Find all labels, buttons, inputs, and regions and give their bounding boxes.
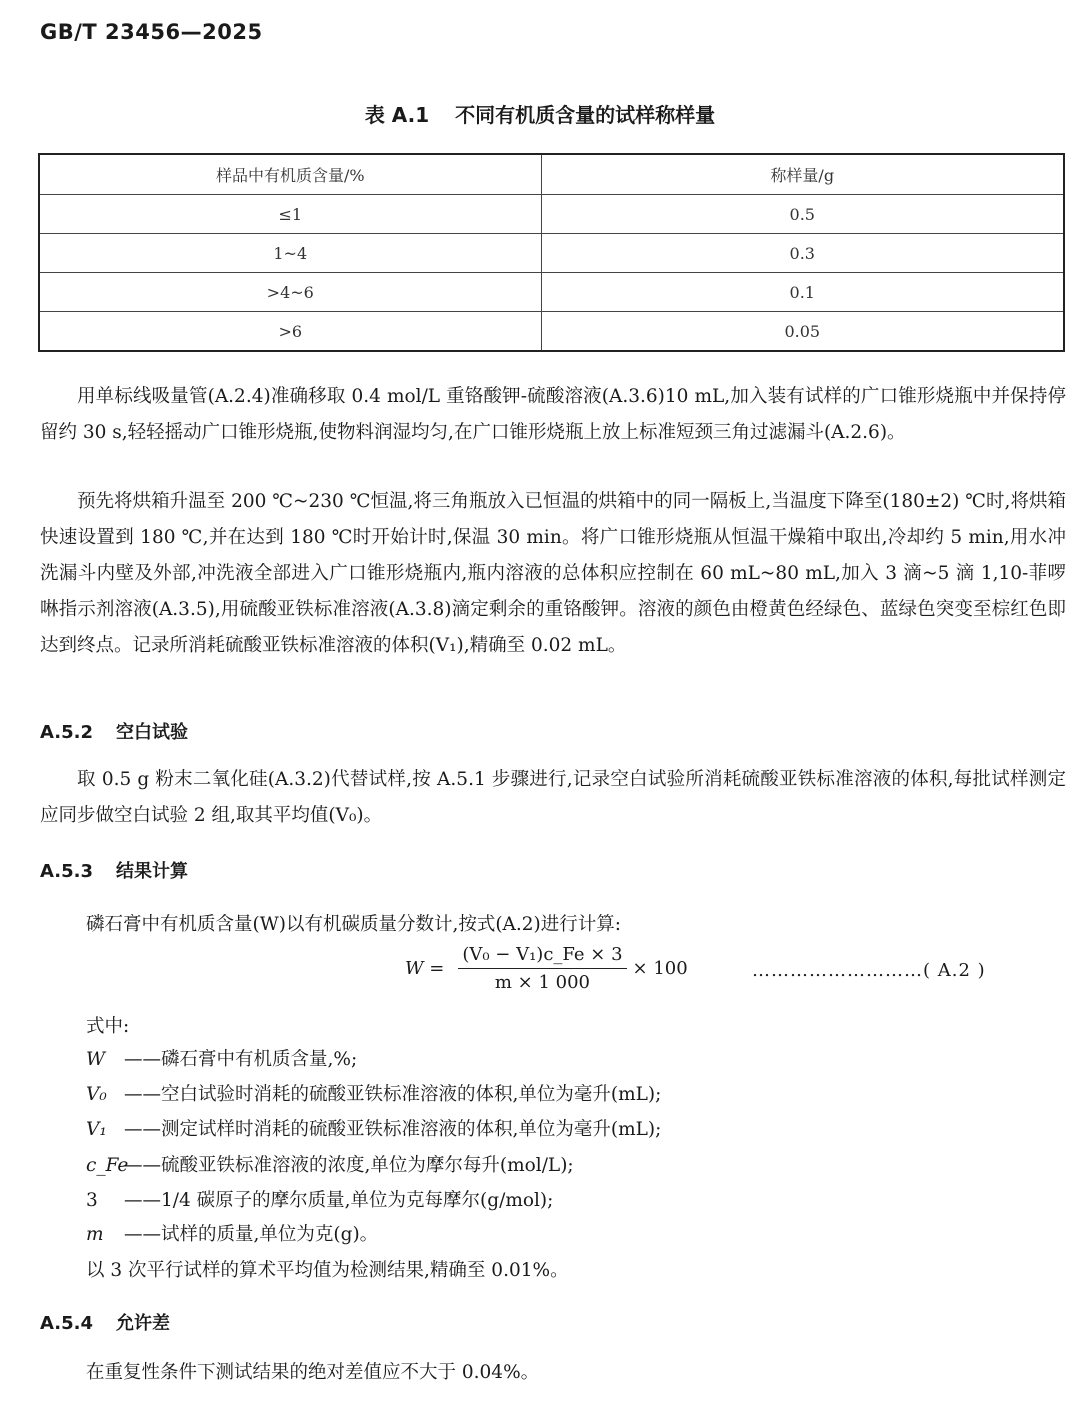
table-row [39,273,1064,312]
definition-text: ——试样的质量,单位为克(g)。 [124,1224,379,1245]
section-number: A.5.4 [40,1313,93,1334]
standard-number: GB/T 23456—2025 [40,20,263,44]
section-title: 结果计算 [116,861,188,882]
section-title: 空白试验 [116,722,188,743]
definition-text: ——磷石膏中有机质含量,%; [124,1049,358,1070]
where-label: 式中: [86,1016,130,1037]
table-header-row [39,154,1064,195]
section-heading-calculation [40,857,188,883]
paragraph-heating: 预先将烘箱升温至 200 ℃~230 ℃恒温,将三角瓶放入已恒温的烘箱中的同一隔板上,当温度下降至(180±2) ℃时,将烘箱快速设置到 180 ℃,并在达到 180 ℃时开始计时,保温 30 min。将广口锥形烧瓶从恒温干燥箱中取出,冷却约 5 min,用水冲洗漏斗内壁及外部,冲洗液全部进入广口锥形烧瓶内,瓶内溶液的总体积应控制在 60 mL~80 mL,加入 3 滴~5 滴 1,10-菲啰啉指示剂溶液(A.3.5),用硫酸亚铁标准溶液(A.3.8)滴定剩余的重铬酸钾。溶液的颜色由橙黄色经绿色、蓝绿色突变至棕红色即达到终点。记录所消耗硫酸亚铁标准溶液的体积(V₁),精确至 0.02 mL。 [40,491,1066,656]
definition-text: ——测定试样时消耗的硫酸亚铁标准溶液的体积,单位为毫升(mL); [124,1119,662,1140]
table-cell: 0.3 [541,234,1064,273]
definition-item [86,1080,661,1106]
definition-text: ——硫酸亚铁标准溶液的浓度,单位为摩尔每升(mol/L); [124,1155,574,1176]
definition-item [86,1045,357,1071]
definition-symbol: V₀ [86,1084,107,1105]
definition-text: ——1/4 碳原子的摩尔质量,单位为克每摩尔(g/mol); [124,1190,554,1211]
formula-numerator: (V₀ − V₁)c_Fe × 3 [458,944,626,969]
equation-number: ………………………( A.2 ) [752,960,986,981]
table-cell: >6 [39,312,541,352]
table-cell: 0.05 [541,312,1064,352]
sample-weight-table [38,153,1065,352]
definition-text: ——空白试验时消耗的硫酸亚铁标准溶液的体积,单位为毫升(mL); [124,1084,662,1105]
column-header: 样品中有机质含量/% [39,154,541,195]
definition-symbol: W [86,1049,106,1070]
table-cell: 0.5 [541,195,1064,234]
table-cell: >4~6 [39,273,541,312]
table-cell: ≤1 [39,195,541,234]
definition-item [86,1220,378,1246]
section-heading-tolerance [40,1309,170,1335]
section-heading-blank-test [40,718,188,744]
definition-symbol: 3 [86,1190,98,1211]
formula-fraction [458,944,626,993]
table-title [0,99,1080,128]
definition-item [86,1186,553,1212]
table-row [39,195,1064,234]
table-cell: 0.1 [541,273,1064,312]
formula-a2 [405,944,688,993]
table-number: 表 A.1 [364,103,430,127]
section-number: A.5.2 [40,722,93,743]
formula-lhs: W = [405,958,445,979]
definition-symbol: m [86,1224,104,1245]
section-number: A.5.3 [40,861,93,882]
paragraph-procedure: 用单标线吸量管(A.2.4)准确移取 0.4 mol/L 重铬酸钾-硫酸溶液(A.3.6)10 mL,加入装有试样的广口锥形烧瓶中并保持停留约 30 s,轻轻摇动广口锥形烧瓶,使物料润湿均匀,在广口锥形烧瓶上放上标准短颈三角过滤漏斗(A.2.6)。 [40,386,1066,443]
formula-factor: × 100 [632,958,688,979]
definition-symbol: c_Fe [86,1155,129,1176]
tolerance-text: 在重复性条件下测试结果的绝对差值应不大于 0.04%。 [86,1362,540,1383]
table-caption: 不同有机质含量的试样称样量 [455,103,716,127]
table-row [39,312,1064,352]
paragraph-blank-test: 取 0.5 g 粉末二氧化硅(A.3.2)代替试样,按 A.5.1 步骤进行,记录空白试验所消耗硫酸亚铁标准溶液的体积,每批试样测定应同步做空白试验 2 组,取其平均值(V₀)。 [40,769,1066,826]
formula-denominator: m × 1 000 [494,972,590,993]
result-precision-note: 以 3 次平行试样的算术平均值为检测结果,精确至 0.01%。 [86,1260,569,1281]
section-title: 允许差 [116,1313,170,1334]
definition-item [86,1115,661,1141]
definition-item [86,1151,574,1177]
definition-symbol: V₁ [86,1119,107,1140]
column-header: 称样量/g [541,154,1064,195]
calculation-intro: 磷石膏中有机质含量(W)以有机碳质量分数计,按式(A.2)进行计算: [86,914,622,935]
table-cell: 1~4 [39,234,541,273]
table-row [39,234,1064,273]
